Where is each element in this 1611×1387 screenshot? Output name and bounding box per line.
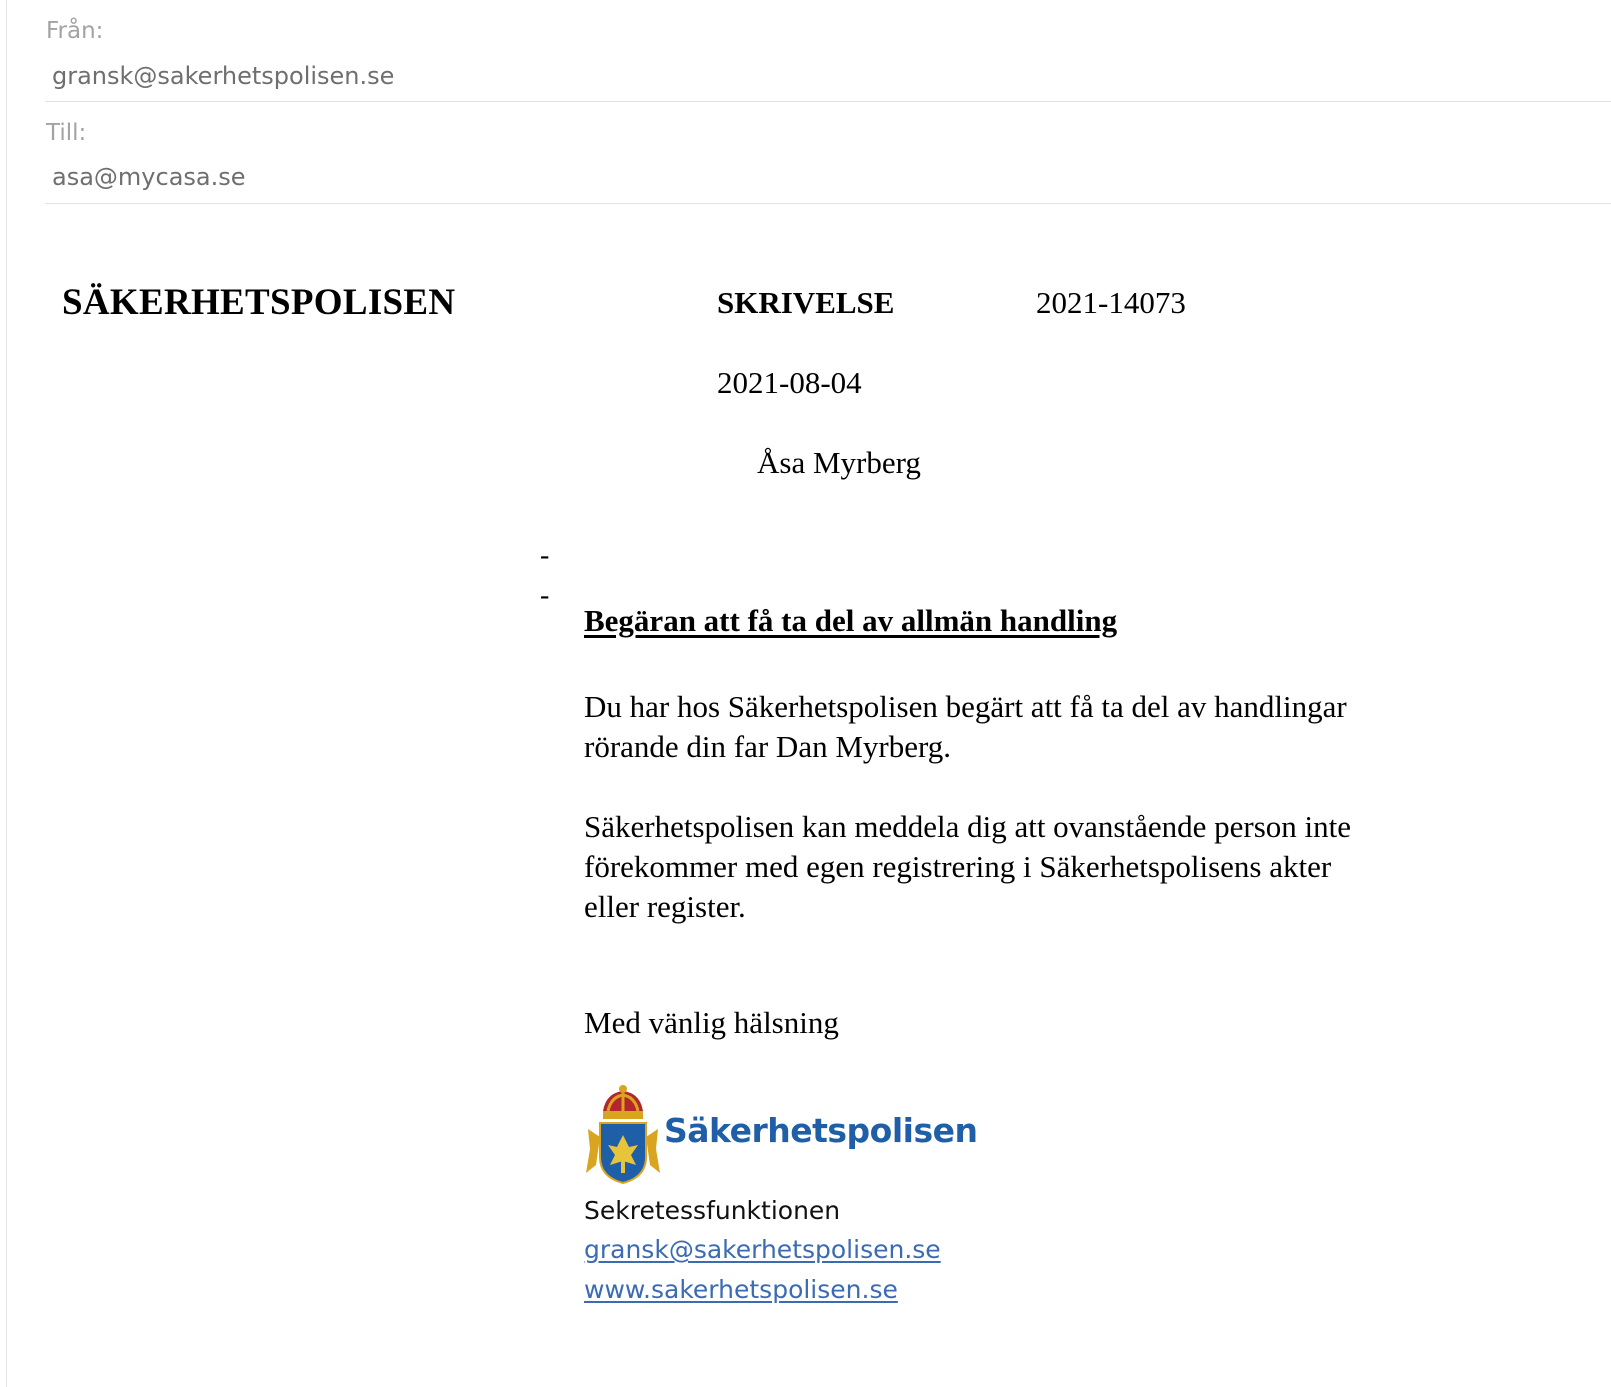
letter-subject: Begäran att få ta del av allmän handling — [584, 603, 1118, 638]
left-border — [6, 0, 7, 1387]
paragraph-response: Säkerhetspolisen kan meddela dig att ovanstående person inte förekommer med egen registrering i Säkerhetspolisens akter eller register. — [584, 809, 1352, 924]
dash-marker: - — [540, 540, 550, 571]
letter-date: 2021-08-04 — [717, 365, 862, 400]
document-number: 2021-14073 — [1036, 285, 1186, 320]
from-address[interactable]: gransk@sakerhetspolisen.se — [52, 62, 395, 90]
paragraph-request: Du har hos Säkerhetspolisen begärt att få ta del av handlingar rörande din far Dan Myrberg. — [584, 689, 1347, 764]
department-name: Sekretessfunktionen — [584, 1196, 841, 1225]
closing-greeting: Med vänlig hälsning — [584, 1005, 839, 1040]
header-divider — [45, 101, 1611, 102]
coat-of-arms-icon — [584, 1085, 662, 1185]
sakerhetspolisen-logo — [584, 1085, 978, 1185]
to-label: Till: — [46, 120, 87, 146]
organization-heading: SÄKERHETSPOLISEN — [62, 282, 456, 323]
logo-wordmark: Säkerhetspolisen — [664, 1111, 978, 1150]
website-link[interactable]: www.sakerhetspolisen.se — [584, 1275, 898, 1304]
contact-email-link[interactable]: gransk@sakerhetspolisen.se — [584, 1235, 941, 1264]
to-address[interactable]: asa@mycasa.se — [52, 163, 246, 191]
document-type: SKRIVELSE — [717, 285, 895, 320]
header-divider — [45, 203, 1611, 204]
recipient-name: Åsa Myrberg — [757, 445, 921, 480]
from-label: Från: — [46, 18, 104, 44]
dash-marker: - — [540, 580, 550, 611]
